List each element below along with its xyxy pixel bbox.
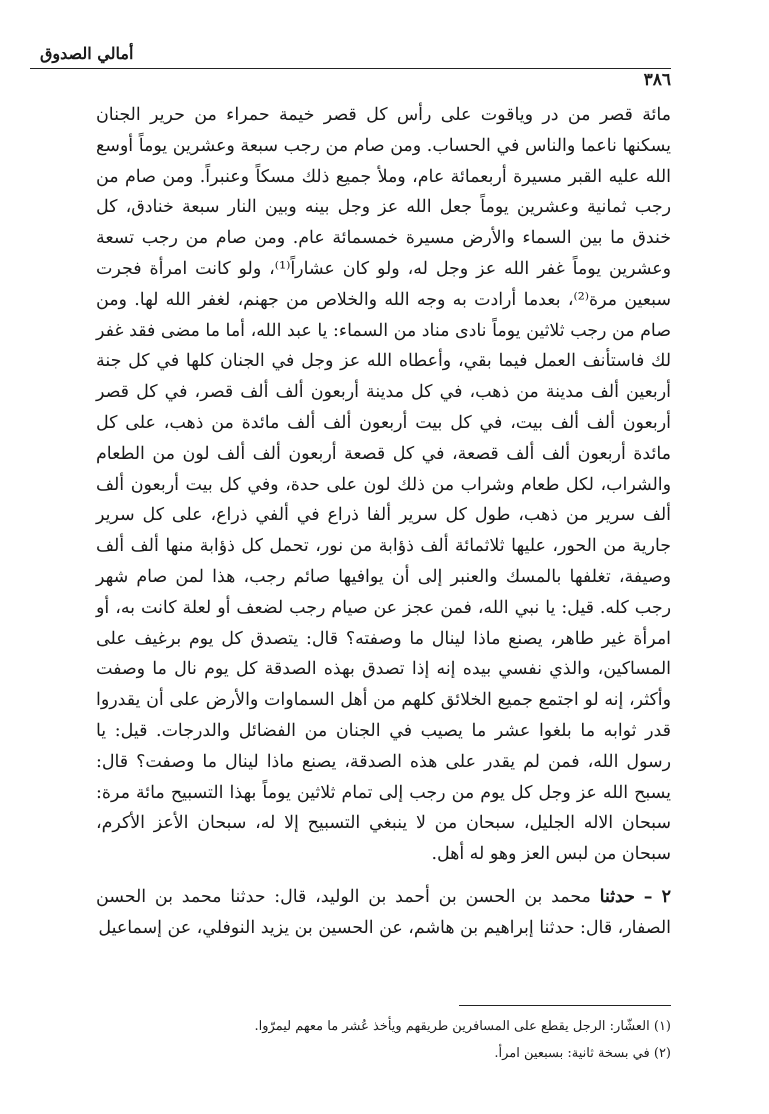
footnote-2: (٢) في بسخة ثانية: بسبعين امرأ. — [494, 1046, 671, 1061]
footnote-1: (١) العشّار: الرجل يقطع على المسافرين طريقهم ويأخذ عُشر ما معهم ليمرّوا. — [254, 1019, 671, 1034]
main-text — [96, 100, 671, 944]
paragraph-2 — [96, 882, 671, 944]
hadith-number: ٢ – — [643, 886, 672, 907]
page-number: ٣٨٦ — [643, 70, 671, 90]
paragraph-1: مائة قصر من در وياقوت على رأس كل قصر خيمة حمراء من حرير الجنان يسكنها ناعما والناس في الحساب. ومن صام من رجب سبعة وعشرين يوماً أوسع الله عليه القبر مسيرة أربعمائة عام، وملأ جميع ذلك مسكاً وعنبراً. ومن صام من رجب ثمانية وعشرين يوماً جعل الله عز وجل بينه وبين النار سبعة خنادق، كل خندق ما بين السماء والأرض مسيرة خمسمائة عام. ومن صام من رجب تسعة وعشرين يوماً غفر الله عز وجل له، ولو كان عشاراً⁽¹⁾، ولو كانت امرأة فجرت سبعين مرة⁽²⁾، بعدما أرادت به وجه الله والخلاص من جهنم، لغفر الله لها. ومن صام من رجب ثلاثين يوماً نادى مناد من السماء: يا عبد الله، أما ما مضى فقد غفر لك فاستأنف العمل فيما بقي، وأعطاه الله عز وجل في الجنان كلها في كل جنة أربعين ألف مدينة من ذهب، في كل مدينة أربعون ألف ألف قصر، في كل قصر أربعون ألف ألف بيت، في كل بيت أربعون ألف ألف مائدة من ذهب، على كل مائدة أربعون ألف ألف قصعة، في كل قصعة أربعون ألف ألف لون من الطعام والشراب، لكل طعام وشراب من ذلك لون على حدة، وفي كل بيت أربعون ألف ألف سرير من ذهب، طول كل سرير ألفا ذراع في ألفي ذراع، على كل سرير جارية من الحور، عليها ثلاثمائة ألف ذؤابة من نور، تحمل كل ذؤابة منها ألف ألف وصيفة، تغلفها بالمسك والعنبر إلى أن يوافيها صائم رجب، هذا لمن صام شهر رجب كله. قيل: يا نبي الله، فمن عجز عن صيام رجب لضعف أو لعلة كانت به، أو امرأة غير طاهر، يصنع ماذا لينال ما وصفته؟ قال: يتصدق كل يوم برغيف على المساكين، والذي نفسي بيده إنه إذا تصدق بهذه الصدقة كل يوم نال ما وصفت وأكثر، إنه لو اجتمع جميع الخلائق كلهم من أهل السماوات والأرض على أن يقدروا قدر ثوابه ما بلغوا عشر ما يصيب في الجنان من الفضائل والدرجات. قيل: يا رسول الله، فمن لم يقدر على هذه الصدقة، يصنع ماذا لينال ما وصفت؟ قال: يسبح الله عز وجل كل يوم من رجب إلى تمام ثلاثين يوماً بهذا التسبيح مائة مرة: سبحان الاله الجليل، سبحان من لا ينبغي التسبيح إلا له، سبحان الأعز الأكرم، سبحان من لبس العز وهو له أهل. — [96, 105, 671, 865]
footnote-rule — [459, 1005, 671, 1006]
paragraph-2-text: محمد بن الحسن بن أحمد بن الوليد، قال: حدثنا محمد بن الحسن الصفار، قال: حدثنا إبراهيم بن هاشم، عن الحسين بن يزيد النوفلي، عن إسماعيل — [96, 886, 671, 938]
hadith-lead-word: حدثنا — [599, 886, 635, 907]
running-head-book-title: أمالي الصدوق — [40, 44, 134, 63]
footnotes — [96, 1013, 671, 1067]
header-rule — [30, 68, 671, 69]
